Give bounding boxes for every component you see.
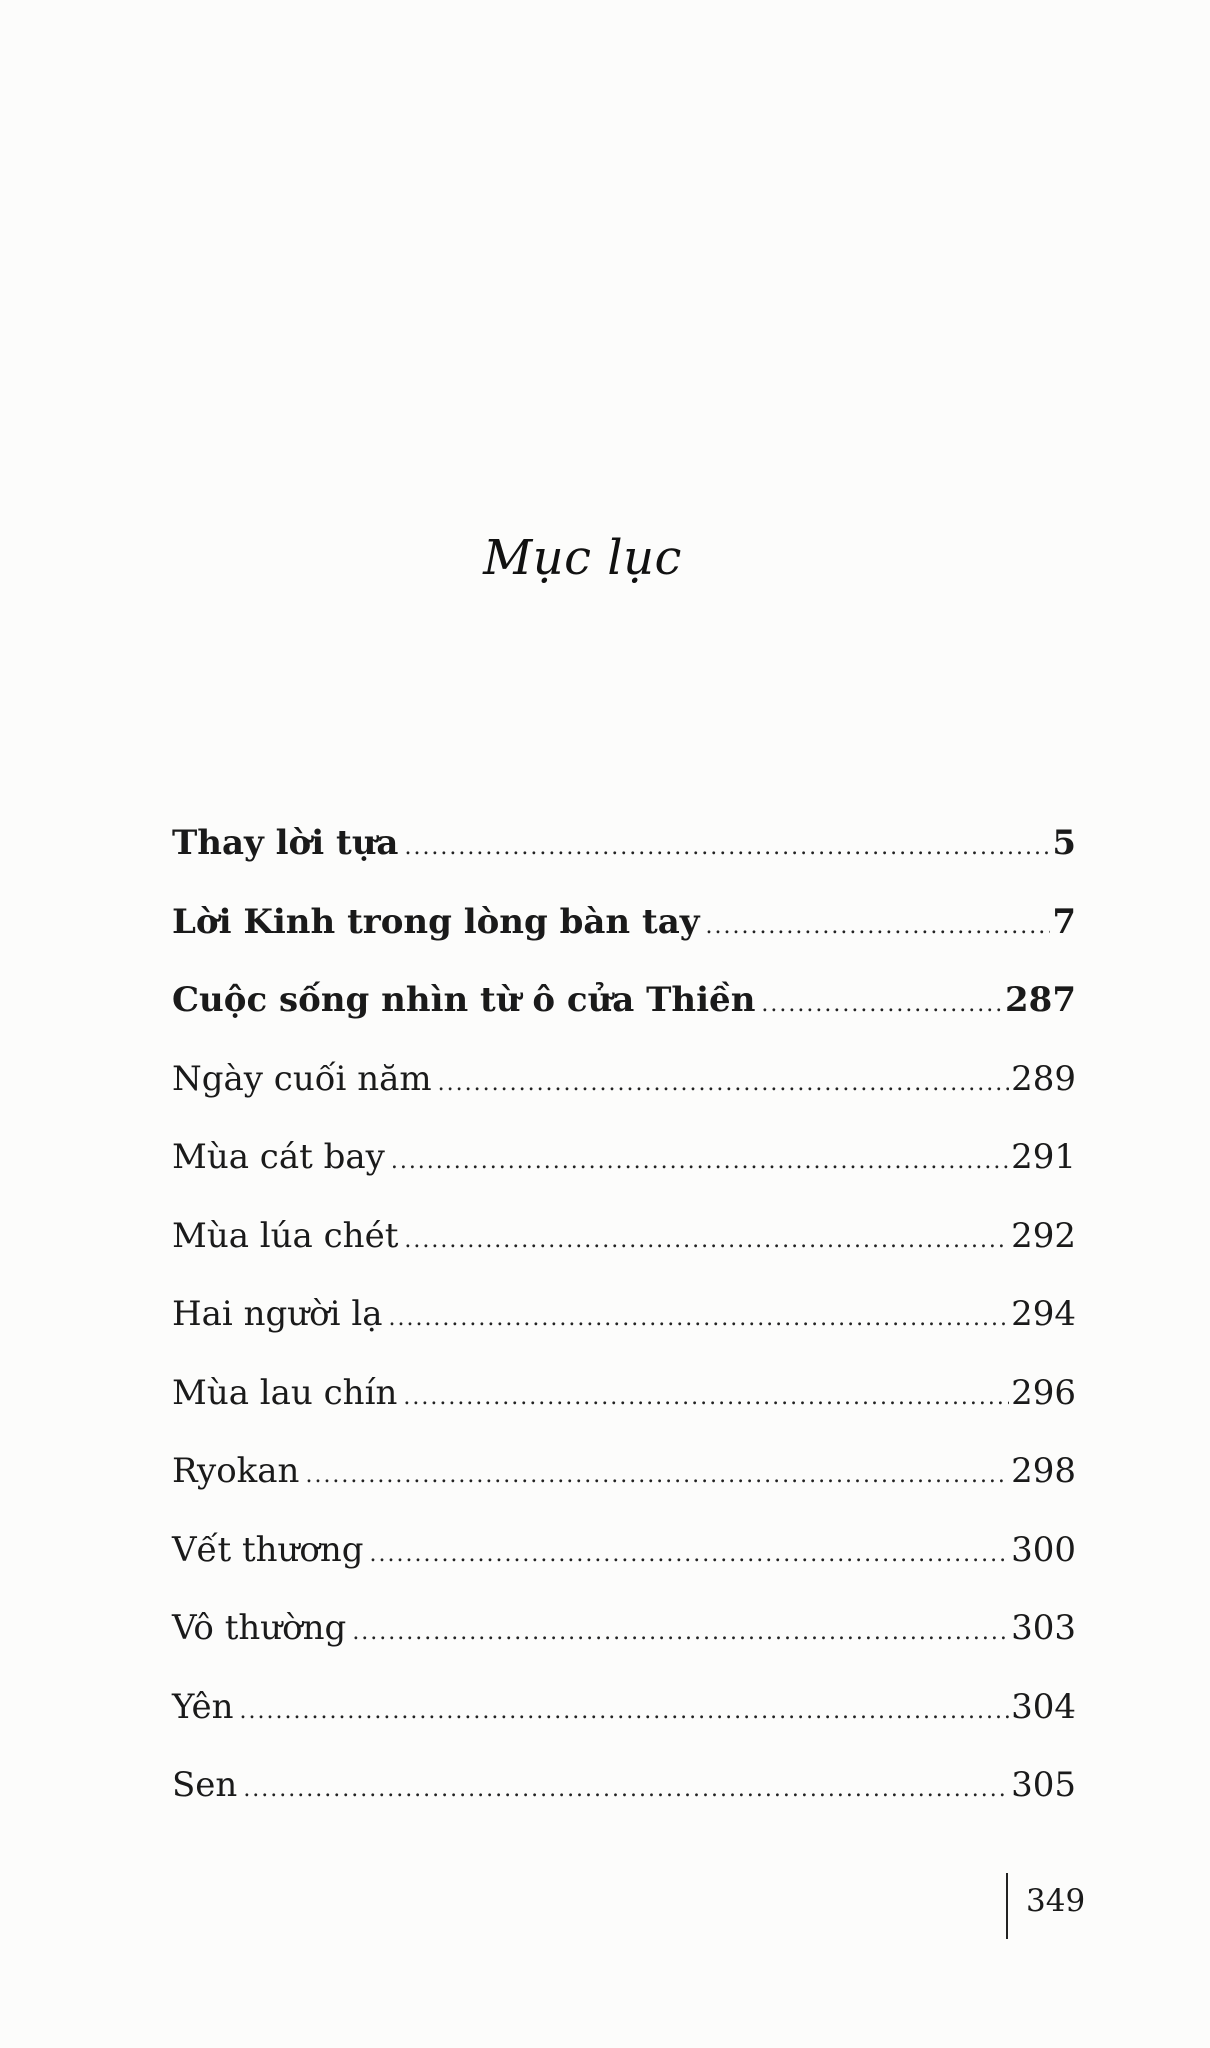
dot-leader [403,1387,1009,1409]
dot-leader [404,1230,1009,1252]
toc-entry-page: 298 [1011,1451,1076,1491]
toc-entry-title: Lời Kinh trong lòng bàn tay [172,901,700,942]
toc-entry-title: Cuộc sống nhìn từ ô cửa Thiền [172,980,756,1020]
toc-entry-title: Thay lời tựa [172,823,399,863]
dot-leader [352,1622,1009,1644]
toc-entry [172,1686,1076,1769]
toc-entry-page: 300 [1011,1529,1076,1570]
toc-entry-title: Mùa cát bay [172,1137,385,1177]
dot-leader [438,1073,1009,1095]
dot-leader [243,1779,1009,1801]
toc-entry [172,1608,1076,1690]
page-number-divider [1006,1873,1008,1939]
toc-entry-page: 294 [1011,1294,1076,1334]
dot-leader [391,1151,1009,1173]
toc-entry [172,980,1076,1062]
toc-entry-page: 5 [1052,823,1076,863]
toc-entry-title: Ngày cuối năm [172,1058,432,1099]
toc-entry-page: 292 [1011,1215,1076,1256]
toc-entry-title: Mùa lúa chét [172,1215,399,1256]
toc-entry [172,1058,1076,1141]
page-number: 349 [1026,1883,1086,1919]
toc-entry-title: Hai người lạ [172,1294,383,1334]
toc-entry-title: Vết thương [172,1529,364,1570]
dot-leader [761,994,1003,1016]
toc-entry [172,1765,1076,1847]
toc-entry [172,1372,1076,1455]
toc-entry [172,823,1076,905]
toc-entry-title: Yên [172,1686,234,1727]
dot-leader [404,837,1050,859]
toc-entry-page: 287 [1005,980,1076,1020]
toc-entry-page: 304 [1011,1686,1076,1727]
toc-entry-title: Mùa lau chín [172,1372,398,1413]
toc-entry-title: Vô thường [172,1608,347,1648]
toc-entry [172,1451,1076,1533]
toc-entry-page: 305 [1011,1765,1076,1805]
toc-entry-page: 303 [1011,1608,1076,1648]
toc-entry [172,1137,1076,1219]
toc-entry [172,1215,1076,1298]
toc-entry-page: 289 [1011,1058,1076,1099]
toc-entry-page: 291 [1011,1137,1076,1177]
toc-entry [172,1529,1076,1612]
toc-entry-page: 296 [1011,1372,1076,1413]
toc-entry [172,1294,1076,1376]
dot-leader [305,1465,1009,1487]
dot-leader [240,1701,1010,1723]
dot-leader [705,916,1050,938]
dot-leader [370,1544,1010,1566]
toc-entry-page: 7 [1052,901,1076,942]
dot-leader [388,1308,1009,1330]
toc-entry [172,901,1076,984]
page-title: Mục lục [483,530,682,586]
toc-entry-title: Ryokan [172,1451,300,1491]
table-of-contents [172,823,1076,1847]
toc-entry-title: Sen [172,1765,238,1805]
